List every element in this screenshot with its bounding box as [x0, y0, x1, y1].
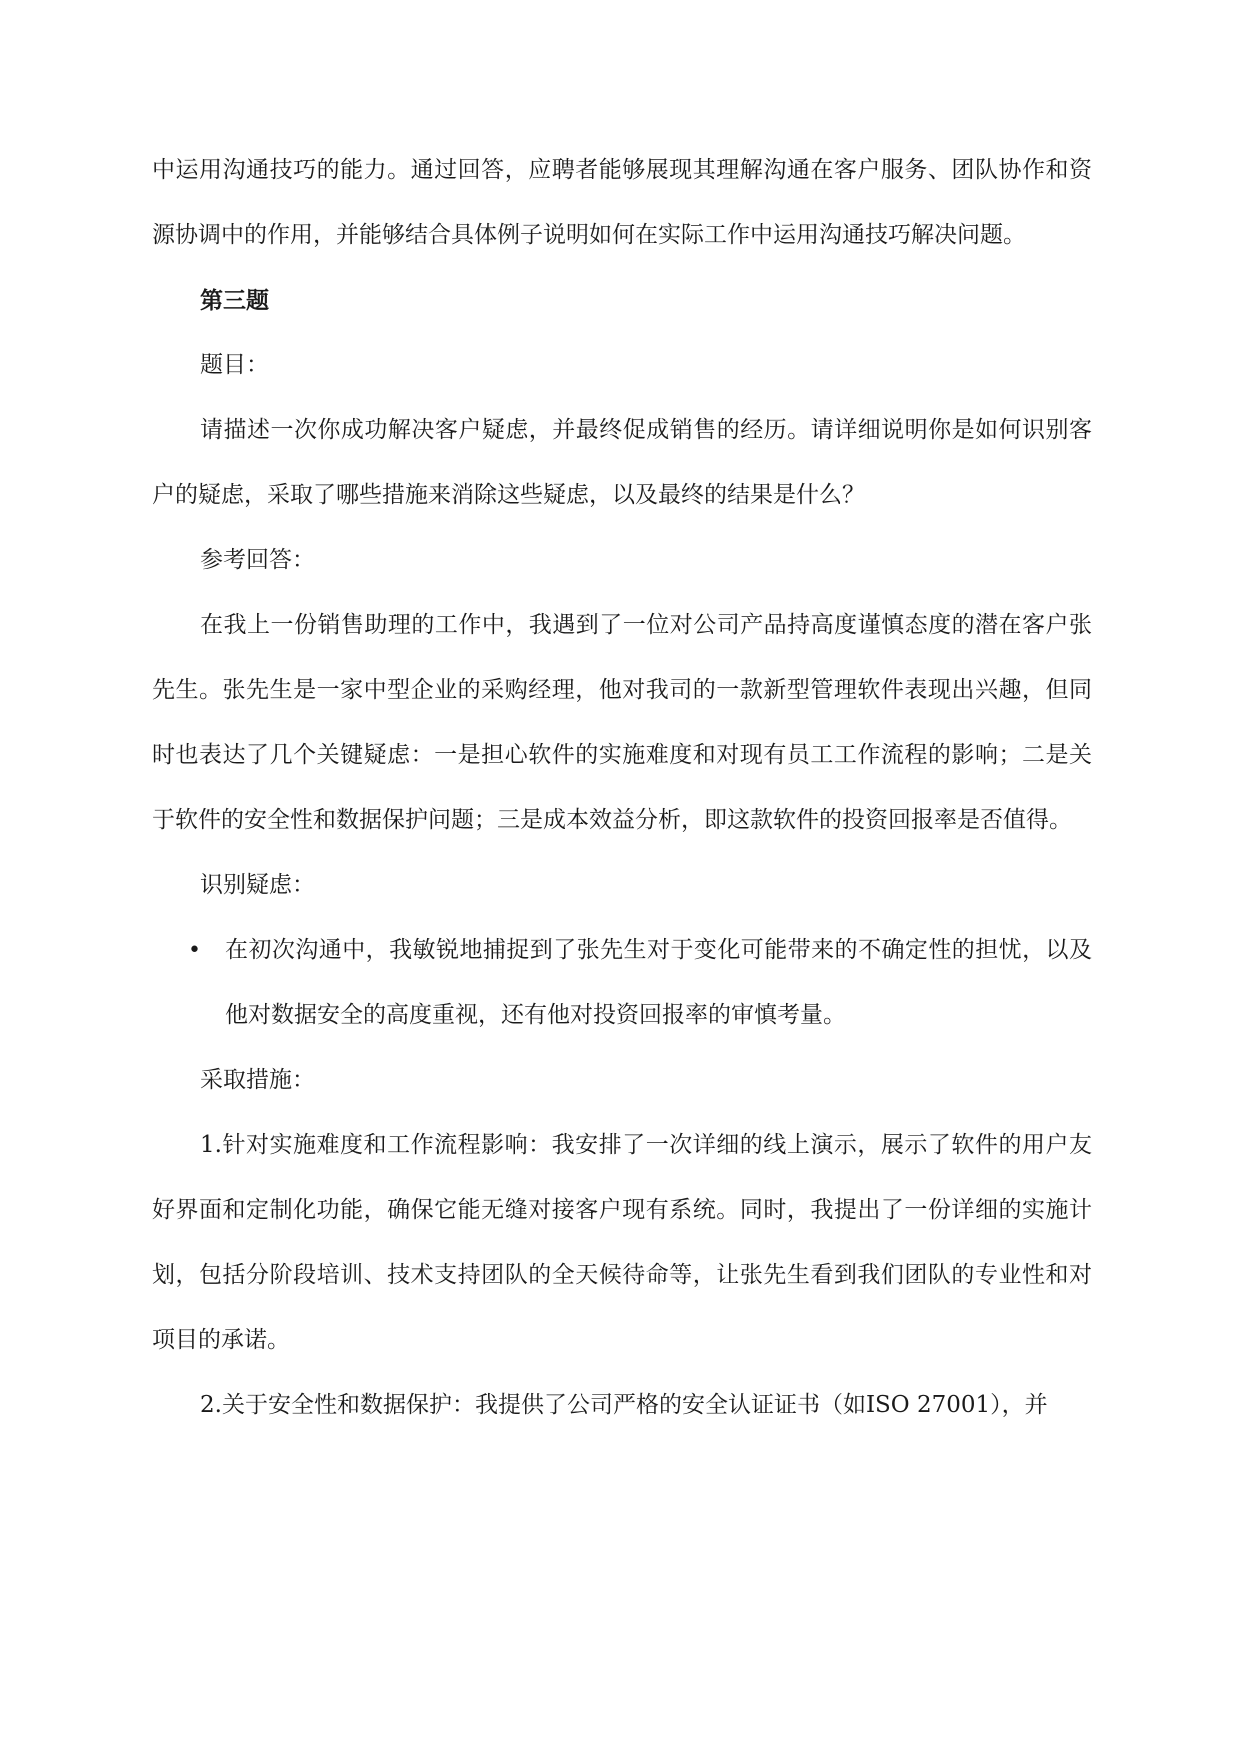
question-text: 请描述一次你成功解决客户疑虑，并最终促成销售的经历。请详细说明你是如何识别客户的疑虑，采取了哪些措施来消除这些疑虑，以及最终的结果是什么？ [152, 417, 1092, 508]
bullet-dot-icon: • [188, 938, 201, 963]
measure-2-paragraph: 2.关于安全性和数据保护：我提供了公司严格的安全认证证书（如ISO 27001），并 [200, 1392, 1048, 1418]
label-question: 题目： [200, 352, 269, 378]
paragraph-intro-continuation: 中运用沟通技巧的能力。通过回答，应聘者能够展现其理解沟通在客户服务、团队协作和资源协调中的作用，并能够结合具体例子说明如何在实际工作中运用沟通技巧解决问题。 [152, 157, 1092, 248]
measure-1-paragraph: 1.针对实施难度和工作流程影响：我安排了一次详细的线上演示，展示了软件的用户友好界面和定制化功能，确保它能无缝对接客户现有系统。同时，我提出了一份详细的实施计划，包括分阶段培训、技术支持团队的全天候待命等，让张先生看到我们团队的专业性和对项目的承诺。 [152, 1132, 1092, 1353]
document-body [152, 138, 1092, 1438]
label-reference-answer: 参考回答： [200, 547, 315, 573]
label-identify-concerns: 识别疑虑： [200, 872, 315, 898]
bullet-list-item [152, 918, 1092, 1048]
answer-paragraph: 在我上一份销售助理的工作中，我遇到了一位对公司产品持高度谨慎态度的潜在客户张先生。张先生是一家中型企业的采购经理，他对我司的一款新型管理软件表现出兴趣，但同时也表达了几个关键疑虑：一是担心软件的实施难度和对现有员工工作流程的影响；二是关于软件的安全性和数据保护问题；三是成本效益分析，即这款软件的投资回报率是否值得。 [152, 612, 1092, 833]
section-heading-question-3: 第三题 [200, 287, 269, 314]
bullet-item-text: 在初次沟通中，我敏锐地捕捉到了张先生对于变化可能带来的不确定性的担忧，以及他对数据安全的高度重视，还有他对投资回报率的审慎考量。 [225, 937, 1092, 1028]
label-measures-taken: 采取措施： [200, 1067, 315, 1093]
